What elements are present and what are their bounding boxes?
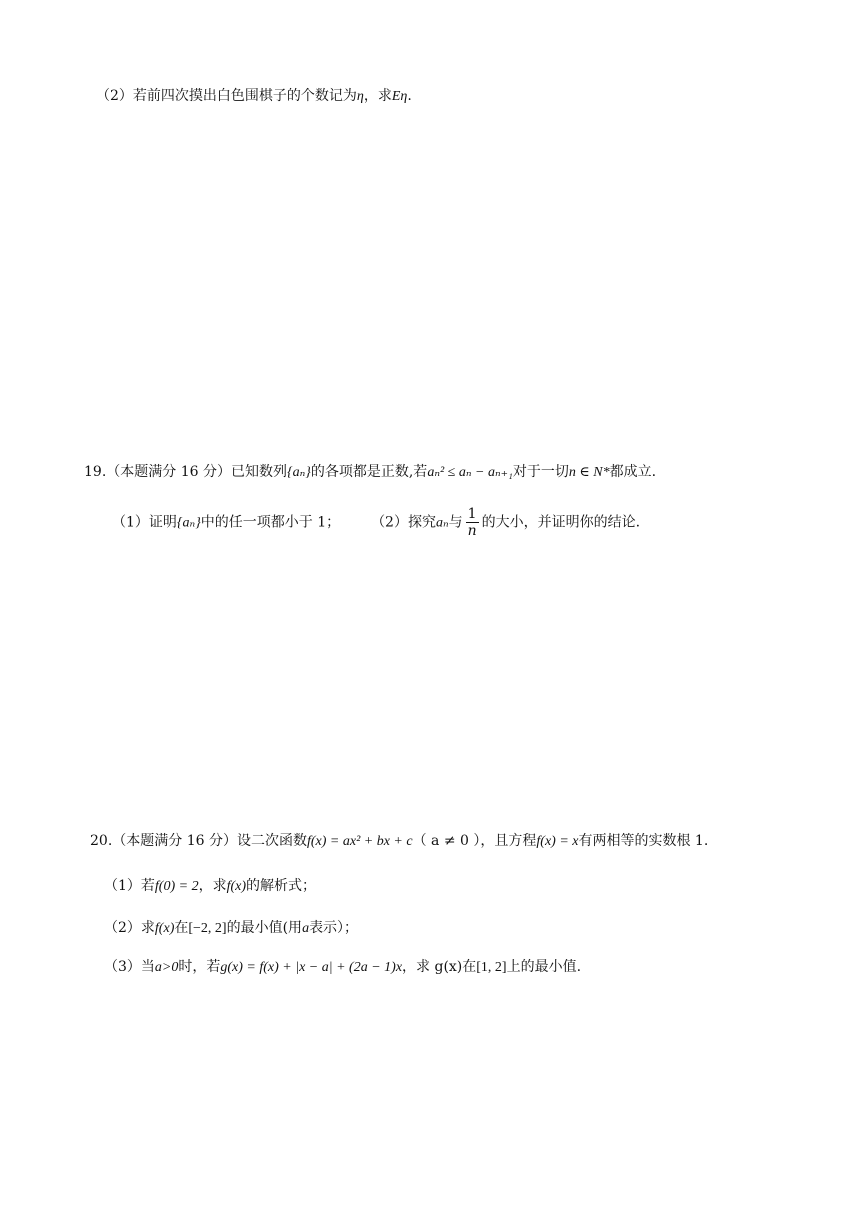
q20-text1: 设二次函数: [236, 833, 307, 849]
q20-text2: ，且方程: [480, 833, 537, 849]
q19-part2-text1: 探究: [407, 514, 436, 531]
q20-part2-text2: 在: [174, 920, 189, 936]
q19-part1-label: （1）: [112, 514, 149, 531]
q19-fraction-denominator: n: [467, 523, 477, 539]
q19-part1-text2: 中的任一项都小于 1；: [200, 514, 341, 531]
q20-part2-text3: 的最小值(用: [226, 920, 303, 936]
q20-score: （本题满分 16 分）: [112, 833, 237, 849]
q20-part1-f: f(x): [226, 879, 247, 894]
q19-seq: {aₙ}: [286, 465, 311, 480]
q20-stem: [90, 831, 708, 852]
q19-inequality: aₙ² ≤ aₙ − aₙ₊₁: [427, 465, 513, 480]
q20-text3: 有两相等的实数根 1.: [578, 833, 709, 849]
q20-part1-text1: 若: [140, 878, 155, 894]
q19-text2: 的各项都是正数,若: [310, 464, 428, 480]
q18-part2: [96, 86, 412, 107]
q20-part3-interval: [1, 2]: [476, 960, 507, 975]
q20-number: 20.: [90, 833, 113, 849]
q20-part3: [104, 957, 581, 978]
q20-part2-text4: 表示）；: [309, 920, 359, 936]
q18-part2-expr: Eη: [391, 89, 408, 104]
q18-part2-text1: 若前四次摸出白色围棋子的个数记为: [132, 88, 357, 104]
q20-part3-text3: ，求 g(x)在: [402, 959, 477, 975]
q19-text4: 都成立.: [609, 464, 657, 480]
q19-condition: n ∈ N*: [568, 465, 610, 480]
q18-part2-text2: ，求: [363, 88, 392, 104]
q20-part3-text4: 上的最小值.: [506, 959, 582, 975]
q18-part2-label: （2）: [96, 88, 133, 104]
q19-part2-label: （2）: [371, 514, 408, 531]
q20-function: f(x) = ax² + bx + c: [306, 834, 413, 849]
q20-part3-label: （3）: [104, 959, 141, 975]
q20-part2-text1: 求: [140, 920, 155, 936]
q20-part1-condition: f(0) = 2: [154, 879, 199, 894]
q20-part2-interval: [−2, 2]: [188, 921, 227, 936]
q20-part2: [104, 918, 358, 939]
q19-text1: 已知数列: [230, 464, 287, 480]
q19-fraction: [466, 506, 479, 539]
q20-part3-text1: 当: [140, 959, 155, 975]
q19-text3: 对于一切: [512, 464, 569, 480]
q20-part3-condition: a>0: [154, 960, 179, 975]
q19-part1-seq: {aₙ}: [176, 515, 201, 531]
q19-part2-an: aₙ: [435, 515, 449, 531]
q20-part2-f: f(x): [154, 921, 175, 936]
q20-part2-label: （2）: [104, 920, 141, 936]
q20-equation: f(x) = x: [536, 834, 579, 849]
q20-condition: （ a ≠ 0 ）: [412, 833, 481, 849]
q20-part1-text2: ，求: [198, 878, 227, 894]
q19-fraction-numerator: 1: [467, 506, 477, 522]
q19-number: 19.: [84, 464, 107, 480]
q18-part2-var-eta: η: [356, 89, 364, 104]
q18-part2-end: .: [407, 88, 412, 104]
q19-stem: [84, 462, 656, 483]
q20-part2-a: a: [302, 921, 310, 936]
q20-part3-text2: 时，若: [178, 959, 221, 975]
q19-part1-text1: 证明: [148, 514, 177, 531]
q19-parts: [112, 506, 640, 540]
q19-part2-text2: 与: [448, 514, 463, 531]
q20-part3-g: g(x) = f(x) + |x − a| + (2a − 1)x: [220, 960, 403, 975]
q20-part1: [104, 876, 316, 897]
q19-part2-text3: 的大小，并证明你的结论.: [481, 514, 641, 531]
q20-part1-text3: 的解析式；: [246, 878, 317, 894]
q20-part1-label: （1）: [104, 878, 141, 894]
q19-score: （本题满分 16 分）: [106, 464, 231, 480]
